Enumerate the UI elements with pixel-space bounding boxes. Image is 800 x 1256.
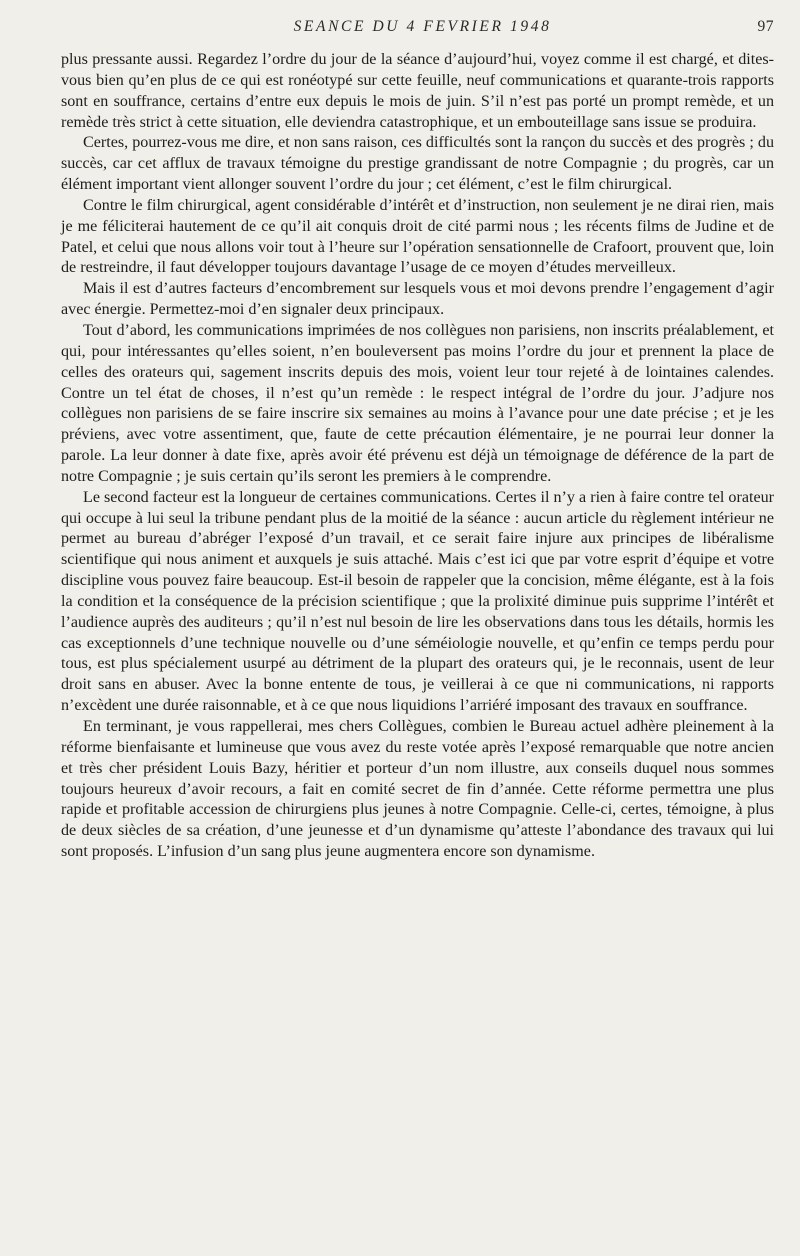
paragraph: En terminant, je vous rappellerai, mes chers Collègues, combien le Bureau actuel adhère pleinement à la réforme bienfaisante et lumineuse que vous avez du reste votée après l’exposé remarquable que notre ancien et très cher président Louis Bazy, héritier et porteur d’un nom illustre, aux conseils duquel nous sommes toujours heureux d’avoir recours, a fait en comité secret de fin d’année. Cette réforme permettra une plus rapide et profitable accession de chirurgiens plus jeunes à notre Compagnie. Celle-ci, certes, témoigne, à plus de deux siècles de sa création, d’une jeunesse et d’un dynamisme qu’atteste l’abondance des travaux qui lui sont proposés. L’infusion d’un sang plus jeune augmentera encore son dynamisme. xyxy=(61,718,774,861)
paragraph: Certes, pourrez-vous me dire, et non sans raison, ces difficultés sont la rançon du succès et des progrès ; du succès, car cet afflux de travaux témoigne du prestige grandissant de notre Compagnie ; du progrès, car un élément important vient allonger souvent l’ordre du jour ; cet élément, c’est le film chirurgical. xyxy=(61,134,774,194)
body-text xyxy=(61,50,774,863)
page-number: 97 xyxy=(757,18,774,35)
paragraph: Tout d’abord, les communications imprimées de nos collègues non parisiens, non inscrits préalablement, et qui, pour intéressantes qu’elles soient, n’en bouleversent pas moins l’ordre du jour et prennent la place de celles des orateurs qui, sagement inscrits depuis des mois, voient leur tour rejeté à de lointaines calendes. Contre un tel état de choses, il n’est qu’un remède : le respect intégral de l’ordre du jour. J’adjure nos collègues non parisiens de se faire inscrire six semaines au moins à l’avance pour une date précise ; et je les préviens, avec votre assentiment, que, faute de cette précaution élémentaire, je ne pourrai leur donner la parole. La leur donner à date fixe, après avoir été prévenu est déjà un témoignage de déférence de la part de notre Compagnie ; je suis certain qu’ils seront les premiers à le comprendre. xyxy=(61,321,774,485)
paragraph: Mais il est d’autres facteurs d’encombrement sur lesquels vous et moi devons prendre l’engagement d’agir avec énergie. Permettez-moi d’en signaler deux principaux. xyxy=(61,280,774,319)
paragraph: Contre le film chirurgical, agent considérable d’intérêt et d’instruction, non seulement je ne dirai rien, mais je me féliciterai hautement de ce qu’il ait conquis droit de cité parmi nous ; les récents films de Judine et de Patel, et celui que nous allons voir tout à l’heure sur l’opération sensationnelle de Crafoort, prouvent que, loin de restreindre, il faut développer toujours davantage l’usage de ce moyen d’études merveilleux. xyxy=(61,196,774,277)
running-title: SEANCE DU 4 FEVRIER 1948 xyxy=(293,18,552,35)
running-header xyxy=(61,18,774,44)
paragraph-continuation: plus pressante aussi. Regardez l’ordre du jour de la séance d’aujourd’hui, voyez comme il est chargé, et dites-vous bien qu’en plus de ce qui est ronéotypé sur cette feuille, neuf communications et quarante-trois rapports sont en souffrance, certains d’entre eux depuis le mois de juin. S’il n’est pas porté un prompt remède, et un remède très strict à cette situation, elle deviendra catastrophique, et un embouteillage sans issue se produira. xyxy=(61,51,774,131)
paragraph: Le second facteur est la longueur de certaines communications. Certes il n’y a rien à faire contre tel orateur qui occupe à lui seul la tribune pendant plus de la moitié de la séance : aucun article du règlement intérieur ne permet au bureau d’abréger l’exposé d’un travail, et ce serait faire injure aux principes de libéralisme scientifique qui nous animent et auxquels je suis attaché. Mais c’est ici que par votre esprit d’équipe et votre discipline vous pouvez faire beaucoup. Est-il besoin de rappeler que la concision, même élégante, est à la fois la condition et la conséquence de la précision scientifique ; que la prolixité diminue puis supprime l’intérêt et l’audience auprès des auditeurs ; qu’il n’est nul besoin de lire les observations dans tous les détails, hormis les cas exceptionnels d’une technique nouvelle ou d’une séméiologie nouvelle, et qu’enfin ce temps perdu pour tous, est plus spécialement usurpé au détriment de la plupart des orateurs qui, je le reconnais, usent de leur droit sans en abuser. Avec la bonne entente de tous, je veillerai à ce que ni communications, ni rapports n’excèdent une durée raisonnable, et à ce que nous liquidions l’arriéré imposant des travaux en souffrance. xyxy=(61,488,774,715)
